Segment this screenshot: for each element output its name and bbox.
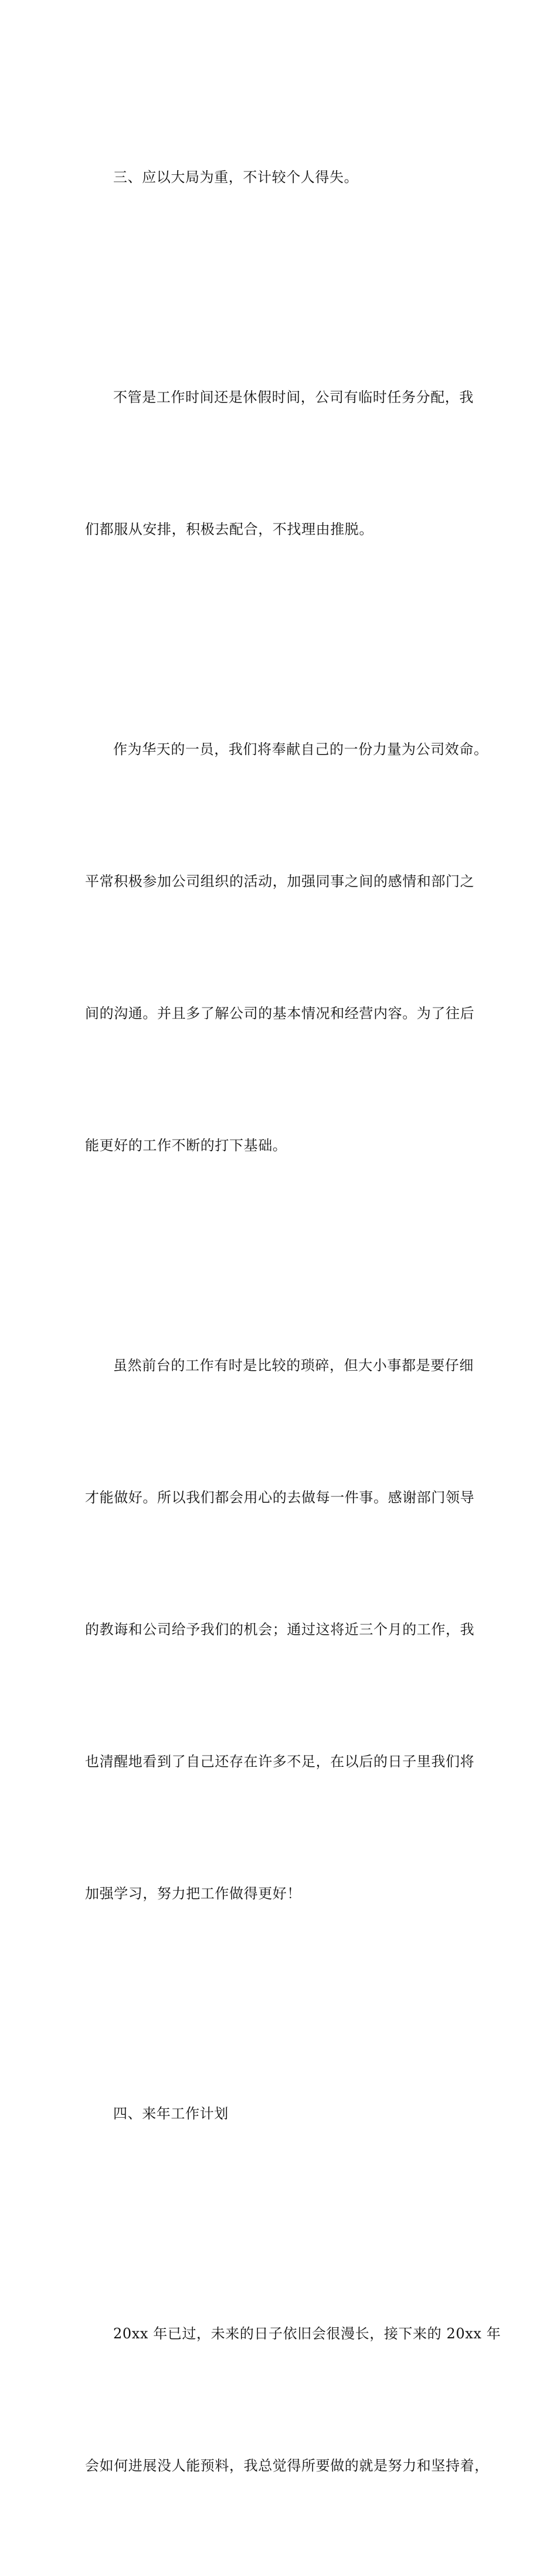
text-line: 能更好的工作不断的打下基础。 — [85, 1137, 287, 1154]
text-line: 虽然前台的工作有时是比较的琐碎，但大小事都是要仔细 — [113, 1357, 474, 1374]
text-line: 才能做好。所以我们都会用心的去做每一件事。感谢部门领导 — [85, 1489, 475, 1506]
text-line: 也清醒地看到了自己还存在许多不足，在以后的日子里我们将 — [85, 1753, 475, 1770]
text-line: 不管是工作时间还是休假时间，公司有临时任务分配，我 — [113, 389, 474, 405]
paragraph-next-year — [85, 2224, 501, 2576]
text-line: 作为华天的一员，我们将奉献自己的一份力量为公司效命。 — [113, 741, 488, 758]
text-line: 间的沟通。并且多了解公司的基本情况和经营内容。为了往后 — [85, 1005, 475, 1022]
text-line: 加强学习，努力把工作做得更好！ — [85, 1885, 301, 1902]
text-line: 的教诲和公司给予我们的机会；通过这将近三个月的工作，我 — [85, 1621, 475, 1638]
paragraph-front-desk — [85, 1256, 484, 2004]
text-line: 20xx 年已过，未来的日子依旧会很漫长，接下来的 20xx 年 — [113, 2325, 501, 2342]
text-line: 四、来年工作计划 — [113, 2105, 229, 2122]
document-body — [85, 67, 501, 2576]
text-line: 三、应以大局为重，不计较个人得失。 — [113, 169, 359, 185]
section-heading-4 — [85, 2004, 484, 2224]
text-line: 会如何进展没人能预料，我总觉得所要做的就是努力和坚持着， — [85, 2457, 489, 2474]
section-heading-3 — [85, 67, 484, 288]
paragraph-company-member — [85, 640, 488, 1256]
paragraph-overtime — [85, 288, 484, 640]
text-line: 平常积极参加公司组织的活动，加强同事之间的感情和部门之 — [85, 873, 475, 890]
text-line: 们都服从安排，积极去配合，不找理由推脱。 — [85, 521, 373, 537]
